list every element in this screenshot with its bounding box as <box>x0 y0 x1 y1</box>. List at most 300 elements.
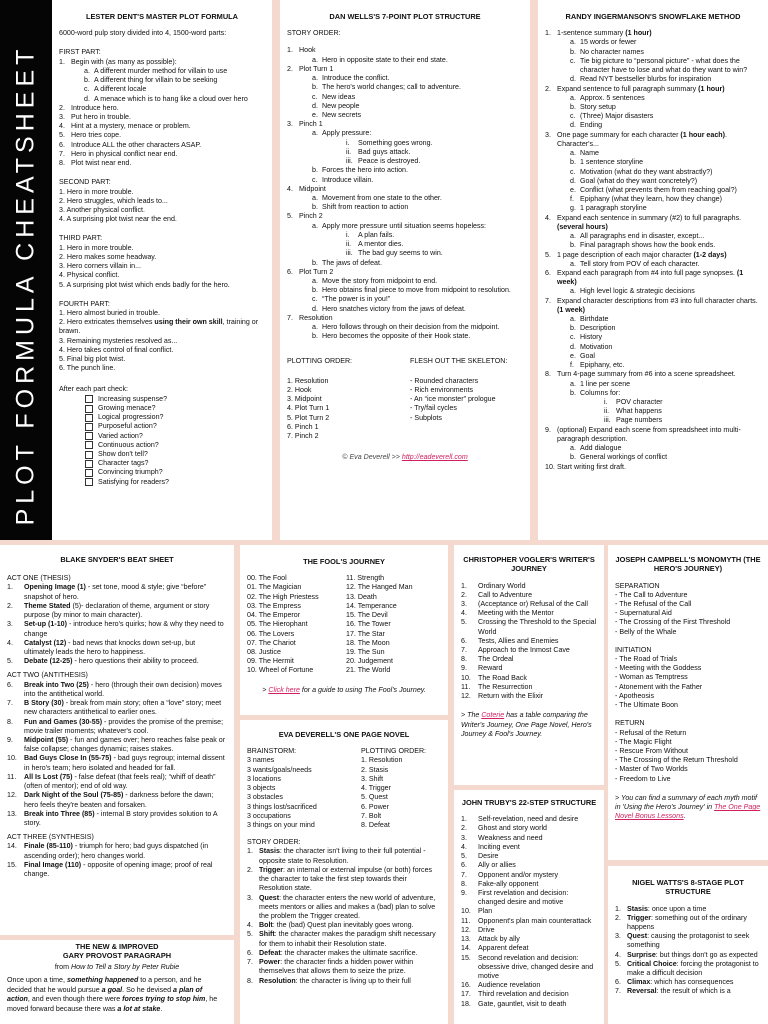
item-number: 3. <box>461 599 467 608</box>
item-text <box>478 917 597 926</box>
item-bold: Final Image (110) <box>24 860 82 869</box>
item-body <box>299 120 523 185</box>
list-item <box>461 674 597 683</box>
item-number: 7. <box>461 646 467 655</box>
item-body <box>259 847 441 865</box>
checklist-item <box>85 450 265 459</box>
item-label: Resolution <box>299 313 333 322</box>
item-text <box>358 240 523 249</box>
item-number: 11. <box>7 772 17 781</box>
item-body <box>557 370 761 425</box>
item-body <box>71 122 265 131</box>
item-label: Add dialogue <box>580 444 622 453</box>
item-label: New people <box>322 101 360 110</box>
checkbox[interactable] <box>85 423 93 431</box>
item-label: Hero obtains final piece to move from midpoint to resolution. <box>322 286 511 295</box>
item-body <box>478 907 597 916</box>
item-number: e. <box>312 111 318 119</box>
item-body <box>557 29 761 84</box>
item-text <box>94 85 265 94</box>
item-number: 4. <box>287 184 293 193</box>
item-body <box>322 332 523 341</box>
list-item: 1. Hero in more trouble. <box>59 187 134 196</box>
item-number: a. <box>312 74 318 83</box>
item-body <box>478 852 597 861</box>
snowflake-list <box>545 29 761 472</box>
list-item <box>461 880 597 889</box>
list-item <box>59 113 265 122</box>
plotting-and-skeleton <box>287 357 523 441</box>
item-body <box>627 914 761 932</box>
list-item <box>461 815 597 824</box>
story-order-list <box>247 847 441 985</box>
item-body <box>322 56 523 65</box>
credit-line: © Eva Deverell >> http://eadeverell.com <box>342 453 468 462</box>
item-body <box>358 139 523 148</box>
list-item <box>287 65 523 120</box>
list-item <box>461 834 597 843</box>
checkbox[interactable] <box>85 432 93 440</box>
item-bold: Quest <box>627 932 648 941</box>
item-body <box>616 416 761 425</box>
list-item: 7. Bolt <box>361 811 382 820</box>
item-bold: (1 hour) <box>625 29 652 38</box>
item-number: 4. <box>461 609 467 618</box>
item-text <box>580 168 761 177</box>
checkbox[interactable] <box>85 478 93 486</box>
list-item: 08. Justice <box>247 648 281 656</box>
item-text <box>478 990 597 999</box>
list-item <box>545 269 761 297</box>
list-item: 3. Another physical conflict. <box>59 205 145 214</box>
item-body <box>627 960 761 978</box>
checklist-item <box>85 459 265 468</box>
item-body <box>478 824 597 833</box>
item-body <box>478 683 597 692</box>
item-body <box>322 305 523 314</box>
item-text <box>478 609 597 618</box>
story-order-list <box>287 46 523 341</box>
item-number: 15. <box>461 953 471 962</box>
item-number: a. <box>570 259 576 268</box>
checklist-item <box>85 422 265 431</box>
third-part-list <box>59 244 265 290</box>
item-bold: (1 week) <box>557 268 744 287</box>
item-body <box>24 810 227 828</box>
list-item <box>570 287 761 296</box>
item-label: - opposite of opening image; proof of real change. <box>24 860 213 879</box>
item-label: Crossing the Threshold to the Special World <box>478 618 597 636</box>
sub-list <box>312 74 523 120</box>
checklist-label: Growing menace? <box>98 403 156 412</box>
item-text <box>322 83 523 92</box>
panel-blake-snyder <box>0 545 234 935</box>
item-label: Audience revelation <box>478 981 541 990</box>
item-bold: (1 hour each) <box>680 130 725 139</box>
item-text <box>322 102 523 111</box>
item-number: c. <box>84 85 90 94</box>
list-item: 15. The Devil <box>346 611 388 620</box>
section-heading: SECOND PART: <box>59 178 111 187</box>
item-number: d. <box>84 94 90 103</box>
item-bold: (1 week) <box>557 305 585 314</box>
item-body <box>24 657 227 666</box>
item-label: A different locale <box>94 85 147 94</box>
intro-text: 6000-word pulp story divided into 4, 1500-word parts: <box>59 29 227 38</box>
list-item <box>461 582 597 591</box>
list-item: 4. Hero takes control of final conflict. <box>59 345 174 354</box>
item-text <box>580 195 761 204</box>
list-item <box>7 583 227 601</box>
list-item <box>287 185 523 213</box>
list-item <box>59 141 265 150</box>
item-number: a. <box>84 66 90 75</box>
item-label: (optional) Expand each scene from spreadsheet into multi-paragraph description. <box>557 425 741 443</box>
item-label: : something out of the ordinary happens <box>627 913 747 931</box>
item-label: - triumph for hero; bad guys dispatched (in ascending order); hero changes world. <box>24 842 209 860</box>
list-item: 03. The Empress <box>247 601 301 610</box>
checkbox[interactable] <box>85 395 93 403</box>
item-text <box>478 655 597 664</box>
list-item: 06. The Lovers <box>247 629 295 638</box>
item-text <box>358 148 523 157</box>
item-body <box>322 277 523 286</box>
item-number: 2. <box>545 84 551 93</box>
item-label: : the (bad) Quest plan inevitably goes wrong. <box>272 921 414 930</box>
checklist-label: Varied action? <box>98 431 143 440</box>
item-number: ii. <box>604 407 610 416</box>
item-label: All paragraphs end in disaster, except... <box>580 232 705 241</box>
list-item <box>570 186 761 195</box>
item-number: d. <box>570 121 576 130</box>
item-body <box>478 843 597 852</box>
list-item: 2. Hook <box>287 385 312 394</box>
item-label: : forcing the protagonist to make a difficult decision <box>627 959 759 978</box>
item-body <box>478 889 597 907</box>
item-body <box>580 38 761 47</box>
list-item: 3. Midpoint <box>287 395 322 404</box>
item-body <box>557 426 761 463</box>
list-item <box>461 954 597 982</box>
item-number: 12. <box>461 925 471 934</box>
skeleton-list <box>410 377 523 423</box>
item-label: : the character finds a hidden power within themselves that allows them to seize the prize. <box>259 958 414 976</box>
item-number: d. <box>312 304 318 313</box>
list-item <box>84 76 265 85</box>
list-item <box>461 1000 597 1009</box>
item-body <box>580 352 761 361</box>
item-number: 5. <box>59 131 65 140</box>
list-item: - Atonement with the Father <box>615 682 703 691</box>
item-bold: Finale (85-110) <box>24 842 73 851</box>
item-text <box>358 231 523 240</box>
list-item <box>615 987 761 996</box>
list-item <box>312 129 523 166</box>
item-label: Bad guys attack. <box>358 147 411 156</box>
checklist-item <box>85 441 265 450</box>
item-text <box>580 389 761 398</box>
item-label: No character names <box>580 47 644 56</box>
list-item: 3 obstacles <box>247 793 283 802</box>
checkbox[interactable] <box>85 451 93 459</box>
panel-title: NIGEL WATTS'S 8-STAGE PLOT STRUCTURE <box>632 878 744 897</box>
item-bold: (1 hour) <box>698 84 725 93</box>
item-body <box>478 990 597 999</box>
sub-list <box>570 287 761 296</box>
item-number: a. <box>312 193 318 202</box>
bonus-lessons-link[interactable]: The One Page Novel Bonus Lessons <box>615 803 761 821</box>
list-item: 3 locations <box>247 774 281 783</box>
item-number: e. <box>570 351 576 360</box>
list-item: 3 names <box>247 756 275 765</box>
checklist-item <box>85 395 265 404</box>
item-text <box>358 139 523 148</box>
list-item <box>604 407 761 416</box>
item-body <box>580 361 761 370</box>
list-item <box>247 847 441 865</box>
item-text <box>322 305 523 314</box>
item-number: i. <box>346 138 350 147</box>
item-number: ii. <box>346 240 352 249</box>
list-item: - The Crossing of the Return Threshold <box>615 756 738 765</box>
item-body <box>478 582 597 591</box>
item-number: 13. <box>7 809 17 818</box>
list-item <box>570 103 761 112</box>
list-item: 5. Final big plot twist. <box>59 355 126 364</box>
item-number: 1. <box>461 581 467 590</box>
item-text <box>580 186 761 195</box>
list-item <box>346 240 523 249</box>
item-number: 13. <box>461 935 471 944</box>
section-heading: FOURTH PART: <box>59 299 110 308</box>
item-body <box>478 664 597 673</box>
item-number: b. <box>570 241 576 250</box>
item-label: The Resurrection <box>478 682 533 691</box>
item-label: A different thing for villain to be seeking <box>94 76 218 85</box>
item-bold: Bad Guys Close In (55-75) <box>24 754 112 763</box>
list-item <box>346 157 523 166</box>
item-bold: Climax <box>627 978 651 987</box>
list-item: 1. Resolution <box>287 376 329 385</box>
item-body <box>478 981 597 990</box>
item-label: Inciting event <box>478 842 520 851</box>
list-item <box>7 810 227 828</box>
item-body <box>322 203 523 212</box>
sub-list <box>570 260 761 269</box>
item-body <box>478 1000 597 1009</box>
item-label: Ending <box>580 121 603 130</box>
list-item <box>570 343 761 352</box>
list-item: 4. A surprising plot twist near the end. <box>59 215 177 224</box>
item-body <box>580 315 761 324</box>
item-label: - introduce hero's quirks; how & why they need to change <box>24 620 224 638</box>
item-label: General workings of conflict <box>580 453 668 462</box>
click-here-link[interactable]: Click here <box>268 685 300 694</box>
item-bold: Catalyst (12) <box>24 638 67 647</box>
item-text <box>580 333 761 342</box>
item-text <box>322 56 523 65</box>
item-text <box>478 637 597 646</box>
item-text <box>478 954 597 982</box>
checkbox[interactable] <box>85 414 93 422</box>
list-item <box>59 150 265 159</box>
item-number: 2. <box>615 913 621 922</box>
item-number: 2. <box>7 601 13 610</box>
item-body <box>259 949 441 958</box>
website-link[interactable]: http://eadeverell.com <box>401 453 468 462</box>
checkbox[interactable] <box>85 469 93 477</box>
list-item <box>461 591 597 600</box>
item-bold: Surprise <box>627 950 656 959</box>
list-item <box>7 861 227 879</box>
panel-truby <box>454 790 604 1024</box>
item-bold: Break into Two (25) <box>24 680 89 689</box>
item-label: - hero (through their own decision) moves into the antithetical world. <box>24 680 222 698</box>
item-number: 4. <box>615 950 621 959</box>
checklist-item <box>85 478 265 487</box>
list-item <box>545 29 761 84</box>
item-body <box>627 905 761 914</box>
item-text <box>478 981 597 990</box>
item-label: POV character <box>616 398 663 406</box>
list-item <box>461 861 597 870</box>
sub-list <box>346 231 523 259</box>
item-body <box>322 286 523 295</box>
list-item <box>247 930 441 948</box>
item-label: : but things don't go as expected <box>655 950 758 959</box>
sub-list <box>312 194 523 212</box>
list-item <box>7 842 227 860</box>
item-text <box>557 370 761 379</box>
item-text <box>580 57 761 75</box>
item-label: Hero in opposite state to their end state. <box>322 55 448 64</box>
coterie-link[interactable]: Coterie <box>481 711 505 720</box>
item-number: 1. <box>461 815 467 824</box>
list-item: 1. Hero almost buried in trouble. <box>59 308 160 317</box>
item-text <box>616 407 761 416</box>
list-item <box>615 932 761 950</box>
item-body <box>580 168 761 177</box>
item-body <box>71 150 265 159</box>
item-text <box>322 295 523 304</box>
item-bold: (1-2 days) <box>693 250 727 259</box>
item-label: Self-revelation, need and desire <box>478 815 579 824</box>
list-item: - The Road of Trials <box>615 655 678 664</box>
item-number: 11. <box>461 916 471 925</box>
item-label: “The power is in you!” <box>322 295 391 304</box>
list-item: 11. Strength <box>346 574 385 583</box>
item-number: b. <box>312 332 318 341</box>
item-label: The bad guy seems to win. <box>358 249 443 258</box>
sub-list <box>570 444 761 462</box>
item-bold: Opening Image (1) <box>24 583 86 592</box>
list-item: 09. The Hermit <box>247 657 294 666</box>
item-text <box>71 131 265 140</box>
item-number: 3. <box>287 120 293 129</box>
item-label: - bad news that knocks down set-up, but ultimately leads the hero to happiness. <box>24 638 196 656</box>
item-label-2: . Character's... <box>557 130 727 148</box>
item-body <box>24 736 227 754</box>
list-item <box>312 194 523 203</box>
item-label: Second revelation and decision: obsessive drive, changed desire and motive <box>478 953 594 980</box>
item-number: 3. <box>7 620 13 629</box>
source-line: from How to Tell a Story by Peter Rubie <box>54 962 180 971</box>
list-item <box>84 85 265 94</box>
item-body <box>580 94 761 103</box>
item-label: Expand sentence to full paragraph summary <box>557 84 699 93</box>
item-body <box>322 83 523 92</box>
item-number: 10. <box>461 673 471 682</box>
checkbox[interactable] <box>85 460 93 468</box>
item-label: Read NYT bestseller blurbs for inspiration <box>580 75 712 84</box>
list-item <box>346 249 523 258</box>
checklist-label: Show don't tell? <box>98 450 148 458</box>
item-body <box>478 655 597 664</box>
list-item: - The Ultimate Boon <box>615 701 678 710</box>
item-label: Move the story from midpoint to end. <box>322 276 438 285</box>
list-item <box>247 958 441 976</box>
item-label: - break from main story; often a “love” story; meet new characters antithetical to earlier ones. <box>24 699 222 717</box>
list-item: - Supernatural Aid <box>615 609 672 618</box>
list-item <box>545 426 761 463</box>
item-body <box>299 314 523 342</box>
item-label: The hero's world changes; call to adventure. <box>322 83 461 92</box>
panel-title: LESTER DENT'S MASTER PLOT FORMULA <box>85 12 239 21</box>
item-label: : an internal or external impulse (or both) forces the character to take the first step towards their Resolution state. <box>259 865 433 893</box>
item-label: - internal B story provides solution to A story. <box>24 809 218 827</box>
item-text <box>478 664 597 673</box>
item-number: a. <box>570 444 576 453</box>
checkbox[interactable] <box>85 441 93 449</box>
item-label: Page numbers <box>616 416 663 425</box>
item-number: b. <box>312 166 318 175</box>
item-body <box>478 637 597 646</box>
list-item <box>312 332 523 341</box>
item-body <box>478 954 597 982</box>
panel-campbell <box>608 545 768 860</box>
item-body <box>24 699 227 717</box>
item-body <box>478 618 597 636</box>
item-body <box>580 75 761 84</box>
item-label: Tests, Allies and Enemies <box>478 636 559 645</box>
item-text <box>71 150 265 159</box>
item-number: i. <box>604 398 608 406</box>
item-number: f. <box>570 361 574 370</box>
item-number: 8. <box>461 655 467 664</box>
item-body <box>478 926 597 935</box>
item-label: A mentor dies. <box>358 240 404 249</box>
list-item <box>247 866 441 894</box>
item-number: 8. <box>7 717 13 726</box>
list-item <box>7 773 227 791</box>
sub-list <box>312 56 523 65</box>
item-number: 9. <box>461 889 467 897</box>
list-item <box>545 214 761 251</box>
item-number: 6. <box>59 140 65 149</box>
item-number: d. <box>570 342 576 351</box>
item-body <box>557 85 761 131</box>
list-item: 21. The World <box>346 666 391 675</box>
list-item <box>570 121 761 130</box>
item-label: Hero becomes the opposite of their Hook state. <box>322 332 471 341</box>
checklist-label: Increasing suspense? <box>98 394 168 403</box>
checkbox[interactable] <box>85 405 93 413</box>
item-body <box>580 232 761 241</box>
list-item <box>570 380 761 389</box>
item-label: Shift from reaction to action <box>322 203 409 212</box>
sub-list <box>604 398 761 426</box>
list-item: - The Crossing of the First Threshold <box>615 618 731 627</box>
